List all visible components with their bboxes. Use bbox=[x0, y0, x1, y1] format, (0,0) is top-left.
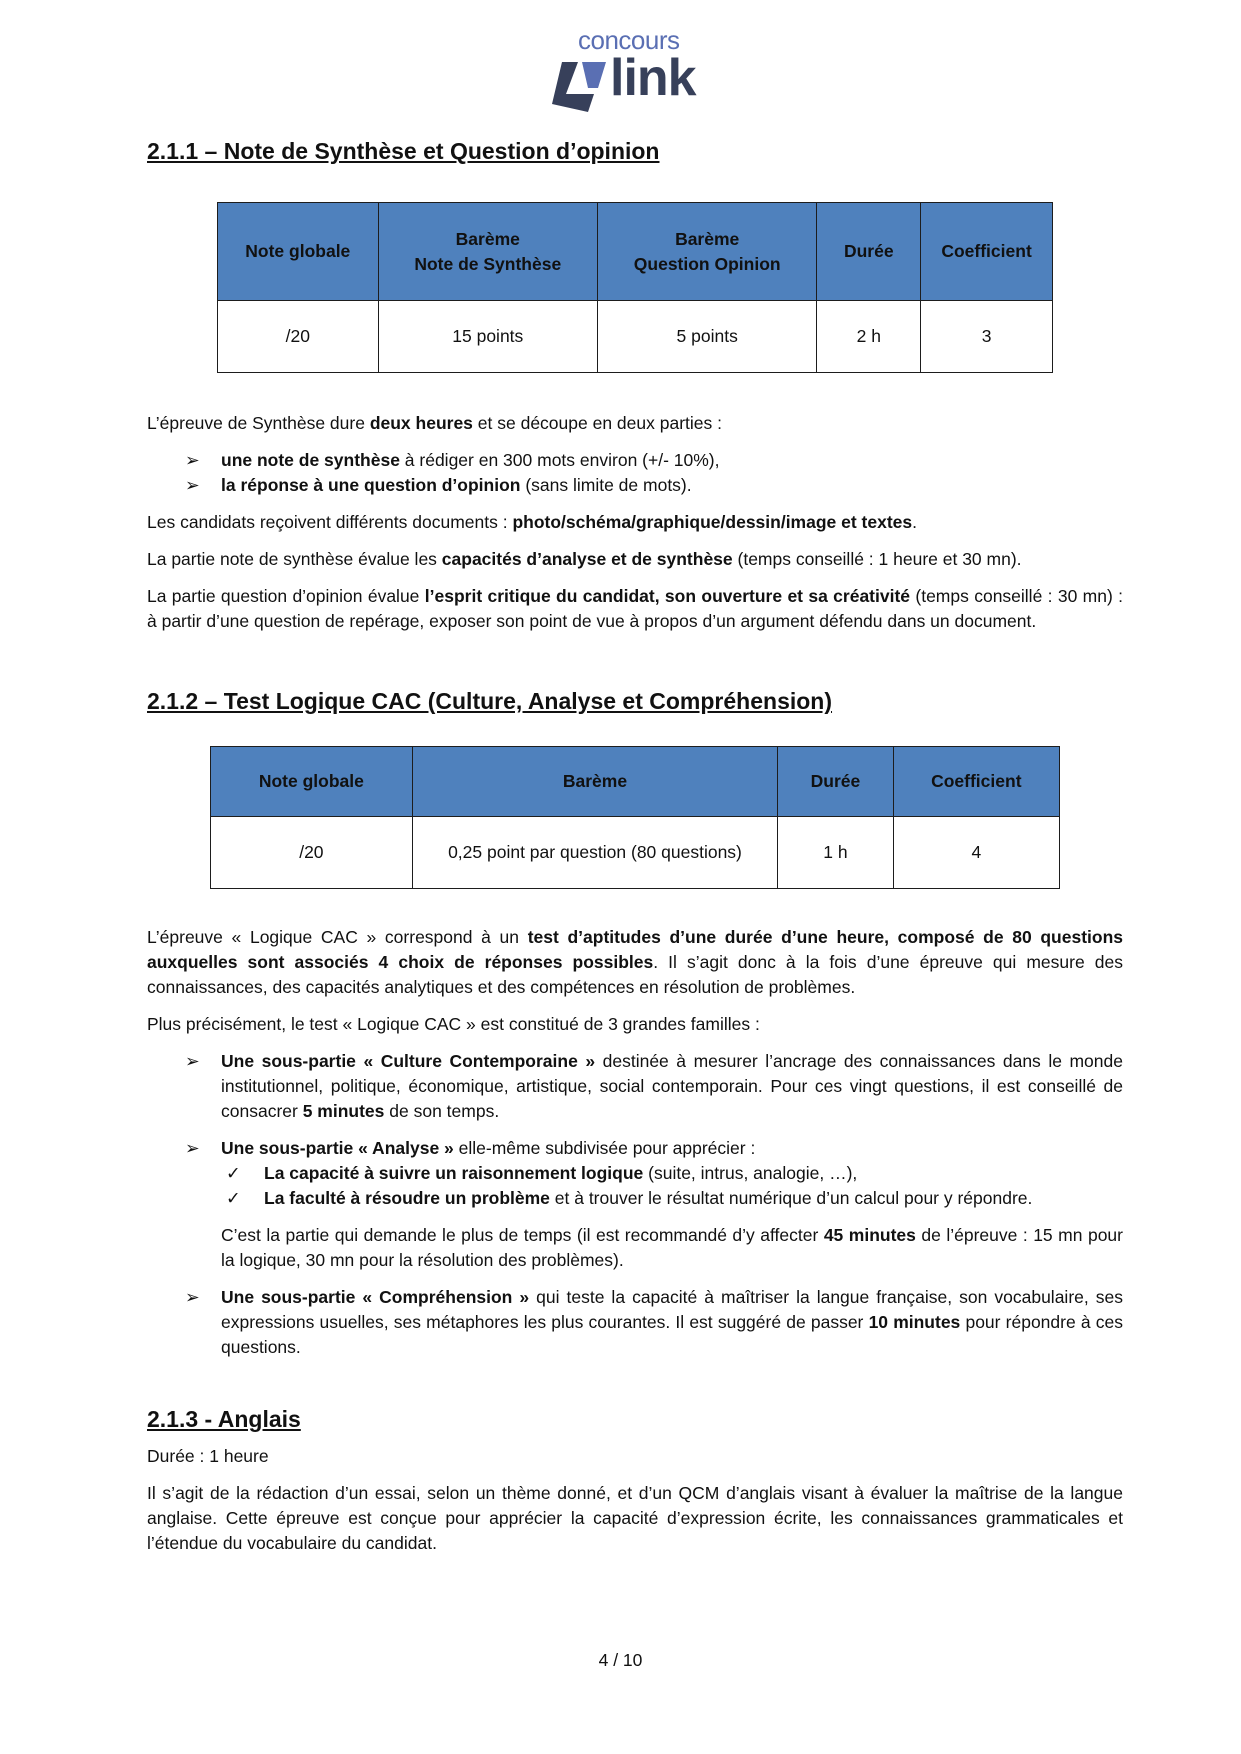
paragraph: La partie question d’opinion évalue l’esprit critique du candidat, son ouverture et sa créativité (temps conseillé : 30 mn) : à partir d’une question de repérage, exposer son point de vue à propos d’un argument défendu dans un document. bbox=[147, 586, 1124, 631]
check-list bbox=[147, 1161, 1123, 1211]
section-title-synthese: 2.1.1 – Note de Synthèse et Question d’opinion bbox=[147, 138, 660, 164]
logo bbox=[548, 25, 718, 114]
check-icon: ✓ bbox=[226, 1163, 241, 1183]
td-note-globale: /20 bbox=[218, 301, 379, 373]
td-duree: 1 h bbox=[778, 817, 893, 889]
paragraph: L’épreuve « Logique CAC » correspond à un test d’aptitudes d’une durée d’une heure, composé de 80 questions auxquelles sont associés 4 choix de réponses possibles. Il s’agit donc à la fois d’une épreuve qui mesure des connaissances, des capacités analytiques et des compétences en résolution de problèmes. bbox=[147, 927, 1124, 997]
th-bareme-opinion: Barème Question Opinion bbox=[597, 203, 816, 301]
paragraph: Plus précisément, le test « Logique CAC » est constitué de 3 grandes familles : bbox=[147, 1014, 760, 1034]
th-duree: Durée bbox=[817, 203, 921, 301]
list-item: ✓ La faculté à résoudre un problème et à trouver le résultat numérique d’un calcul pour y répondre. bbox=[147, 1186, 1123, 1211]
table-logique bbox=[210, 746, 1060, 889]
th-bareme: Barème bbox=[412, 747, 777, 817]
td-bareme-opinion: 5 points bbox=[597, 301, 816, 373]
arrow-bullet-icon: ➢ bbox=[185, 1138, 200, 1158]
list-item: ➢ Une sous-partie « Culture Contemporaine » destinée à mesurer l’ancrage des connaissances dans le monde institutionnel, politique, économique, artistique, social contemporain. Pour ces vingt questions, il est conseillé de consacrer 5 minutes de son temps. bbox=[185, 1051, 1123, 1121]
bullet-list bbox=[147, 1285, 1123, 1360]
paragraph: C’est la partie qui demande le plus de temps (il est recommandé d’y affecter 45 minutes de l’épreuve : 15 mn pour la logique, 30 mn pour la résolution des problèmes). bbox=[221, 1225, 1123, 1270]
arrow-bullet-icon: ➢ bbox=[185, 450, 200, 470]
th-bareme-synthese: Barème Note de Synthèse bbox=[378, 203, 597, 301]
page-number: 4 / 10 bbox=[598, 1650, 643, 1670]
table-synthese bbox=[217, 202, 1053, 373]
arrow-bullet-icon: ➢ bbox=[185, 1287, 200, 1307]
document-body bbox=[147, 136, 1123, 1556]
logo-main-text: link bbox=[610, 49, 696, 107]
td-bareme-synthese: 15 points bbox=[378, 301, 597, 373]
bullet-list bbox=[147, 1049, 1123, 1124]
paragraph: La partie note de synthèse évalue les capacités d’analyse et de synthèse (temps conseillé : 1 heure et 30 mn). bbox=[147, 549, 1022, 569]
th-duree: Durée bbox=[778, 747, 893, 817]
td-note-globale: /20 bbox=[211, 817, 413, 889]
arrow-bullet-icon: ➢ bbox=[185, 475, 200, 495]
th-coefficient: Coefficient bbox=[921, 203, 1053, 301]
section-title-logique: 2.1.2 – Test Logique CAC (Culture, Analyse et Compréhension) bbox=[147, 688, 833, 714]
bullet-list bbox=[147, 1136, 1123, 1161]
td-coefficient: 3 bbox=[921, 301, 1053, 373]
list-item: ➢ la réponse à une question d’opinion (sans limite de mots). bbox=[147, 473, 1123, 498]
list-item: ✓ La capacité à suivre un raisonnement logique (suite, intrus, analogie, …), bbox=[147, 1161, 1123, 1186]
td-duree: 2 h bbox=[817, 301, 921, 373]
td-bareme: 0,25 point par question (80 questions) bbox=[412, 817, 777, 889]
bullet-list bbox=[147, 448, 1123, 498]
logo-mark-icon bbox=[548, 58, 608, 114]
th-coefficient: Coefficient bbox=[893, 747, 1059, 817]
paragraph: Il s’agit de la rédaction d’un essai, selon un thème donné, et d’un QCM d’anglais visant à évaluer la maîtrise de la langue anglaise. Cette épreuve est conçue pour apprécier la capacité d’expression écrite, les connaissances grammaticales et l’étendue du vocabulaire du candidat. bbox=[147, 1483, 1123, 1553]
paragraph: Les candidats reçoivent différents documents : photo/schéma/graphique/dessin/image et textes. bbox=[147, 512, 918, 532]
td-coefficient: 4 bbox=[893, 817, 1059, 889]
paragraph: L’épreuve de Synthèse dure deux heures et se découpe en deux parties : bbox=[147, 413, 722, 433]
list-item: ➢ une note de synthèse à rédiger en 300 mots environ (+/- 10%), bbox=[147, 448, 1123, 473]
logo-top-text: concours bbox=[578, 25, 680, 55]
th-note-globale: Note globale bbox=[211, 747, 413, 817]
arrow-bullet-icon: ➢ bbox=[185, 1051, 200, 1071]
paragraph: Durée : 1 heure bbox=[147, 1446, 269, 1466]
check-icon: ✓ bbox=[226, 1188, 241, 1208]
th-note-globale: Note globale bbox=[218, 203, 379, 301]
list-item: ➢ Une sous-partie « Compréhension » qui teste la capacité à maîtriser la langue française, son vocabulaire, ses expressions usuelles, ses métaphores les plus courantes. Il est suggéré de passer 10 minutes pour répondre à ces questions. bbox=[185, 1287, 1123, 1357]
section-title-anglais: 2.1.3 - Anglais bbox=[147, 1406, 301, 1432]
list-item: ➢ Une sous-partie « Analyse » elle-même subdivisée pour apprécier : bbox=[147, 1136, 1123, 1161]
